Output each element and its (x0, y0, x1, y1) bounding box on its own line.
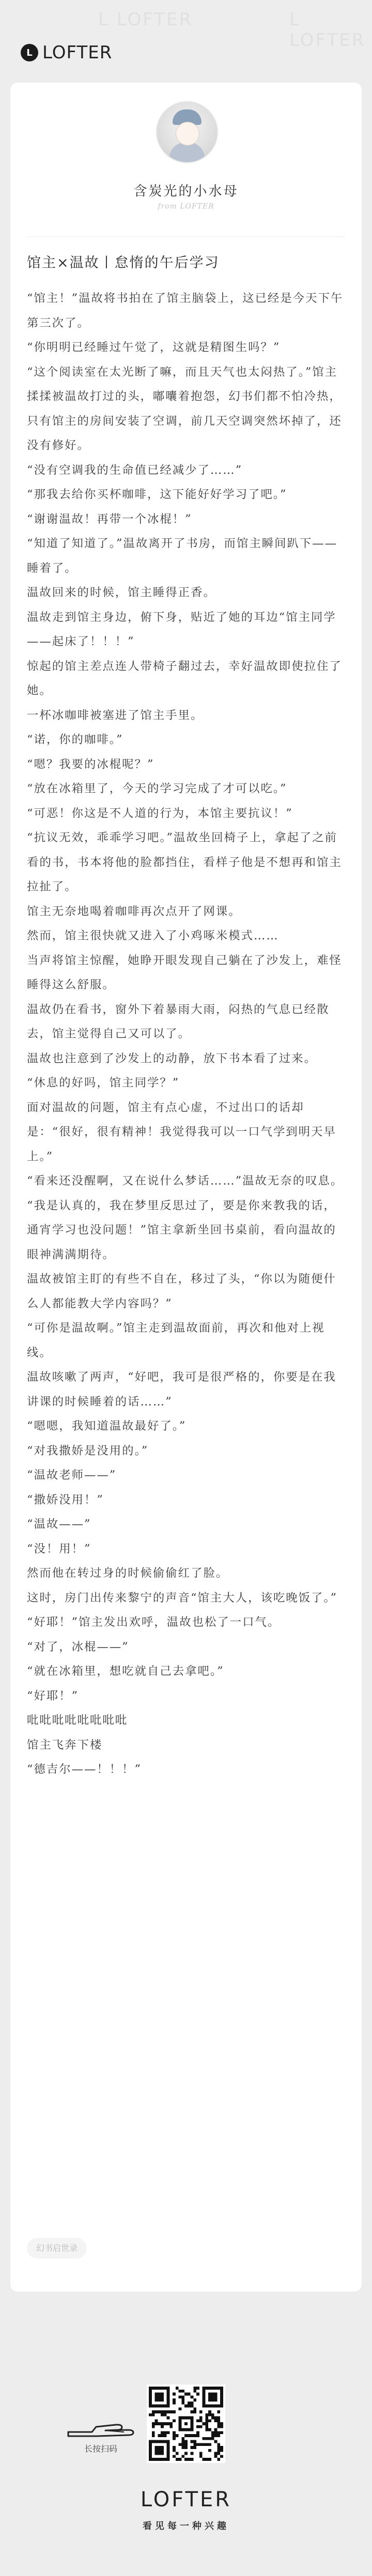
paragraph: “谢谢温故！再带一个冰棍！” (27, 512, 192, 526)
app-header (21, 42, 112, 63)
paragraph: “知道了知道了。”温故离开了书房，而馆主瞬间趴下——睡着了。 (27, 537, 338, 575)
divider (27, 236, 345, 237)
paragraph: “可你是温故啊。”馆主走到温故面前，再次和他对上视线。 (27, 1321, 325, 1359)
paragraph: “对我撒娇是没用的。” (27, 1444, 149, 1458)
post-card (10, 83, 362, 2292)
hand-pointing-icon (66, 2409, 138, 2440)
paragraph: “这个阅读室在太光断了嘛，而且天气也太闷热了。”馆主揉揉被温故打过的头，嘟囔着抱怨，幻书们都不怕冷热，只有馆主的房间安装了空调，前几天空调突然坏掉了，还没有修好。 (27, 365, 342, 452)
paragraph: 温故被馆主盯的有些不自在，移过了头，“你以为随便什么人都能教大学内容吗？” (27, 1272, 336, 1310)
post-title: 馆主×温故丨怠惰的午后学习 (27, 255, 220, 271)
paragraph: “德吉尔——！！！” (27, 1763, 142, 1776)
qr-code[interactable] (147, 2385, 225, 2463)
paragraph: 馆主飞奔下楼 (27, 1738, 103, 1752)
paragraph: 一杯冰咖啡被塞进了馆主手里。 (27, 708, 204, 722)
paragraph: “我是认真的，我在梦里反思过了，要是你来教我的话，通宵学习也没问题！”馆主拿新坐回书桌前，看向温故的眼神满满期待。 (27, 1198, 336, 1261)
paragraph: “没！用！” (27, 1542, 91, 1556)
paragraph: 温故咳嗽了两声，“好吧，我可是很严格的，你要是在我讲课的时候睡着的话……” (27, 1370, 336, 1409)
post-body (27, 286, 346, 1782)
share-footer (0, 2292, 372, 2576)
paragraph: “对了，冰棍——” (27, 1640, 129, 1654)
paragraph: “就在冰箱里，想吃就自己去拿吧。” (27, 1665, 224, 1678)
paragraph: 馆主无奈地喝着咖啡再次点开了网课。 (27, 904, 241, 918)
paragraph: “馆主！”温故将书拍在了馆主脑袋上，这已经是今天下午第三次了。 (27, 292, 344, 330)
lofter-logo-text: LOFTER (42, 42, 113, 63)
paragraph: “好耶！” (27, 1689, 79, 1703)
paragraph: “放在冰箱里了，今天的学习完成了才可以吃。” (27, 782, 287, 795)
paragraph: 然而，馆主很快就又进入了小鸡啄米模式…… (27, 929, 279, 942)
paragraph: 当声将馆主惊醒，她睁开眼发现自己躺在了沙发上，难怪睡得这么舒服。 (27, 953, 342, 991)
paragraph: 温故回来的时候，馆主睡得正香。 (27, 586, 216, 599)
paragraph: “温故——” (27, 1517, 91, 1531)
author-source: from LOFTER (158, 202, 214, 211)
avatar-body-shape (169, 142, 205, 163)
paragraph: 然而他在转过身的时候偷偷红了脸。 (27, 1566, 229, 1580)
paragraph: 吡吡吡吡吡吡吡吡 (27, 1714, 128, 1727)
avatar-face-shape (176, 122, 199, 146)
paragraph: “没有空调我的生命值已经减少了……” (27, 463, 243, 477)
watermark-logo: L LOFTER (289, 9, 366, 51)
paragraph: “嗯嗯，我知道温故最好了。” (27, 1419, 187, 1433)
paragraph: “嗯？我要的冰棍呢？” (27, 757, 154, 771)
paragraph: “可恶！你这是不人道的行为，本馆主要抗议！” (27, 806, 293, 820)
paragraph: “那我去给你买杯咖啡，这下能好好学习了吧。” (27, 488, 287, 501)
paragraph: 面对温故的问题，馆主有点心虚，不过出口的话却是：“很好，很有精神！我觉得我可以一口气学到明天早上。” (27, 1100, 336, 1163)
footer-brand: LOFTER (140, 2488, 232, 2511)
scan-label: 长按扫码 (84, 2444, 117, 2454)
paragraph: 温故也注意到了沙发上的动静，放下书本看了过来。 (27, 1051, 317, 1065)
paragraph: “你明明已经睡过午觉了，这就是精图生吗？” (27, 341, 281, 354)
paragraph: “温故老师——” (27, 1468, 117, 1482)
author-name[interactable]: 含炭光的小水母 (133, 184, 239, 199)
paragraph: “撒娇没用！” (27, 1493, 104, 1507)
paragraph: “看来还没醒啊，又在说什么梦话……”温故无奈的叹息。 (27, 1174, 344, 1188)
paragraph: “休息的好吗，馆主同学？” (27, 1076, 180, 1090)
paragraph: 这时，房门出传来黎宁的声音“馆主大人，该吃晚饭了。” (27, 1591, 338, 1605)
lofter-logo-icon: L (21, 44, 38, 61)
watermark-logo: L LOFTER (98, 9, 193, 30)
post-tag[interactable]: 幻书启世录 (27, 2238, 87, 2259)
paragraph: 惊起的馆主差点连人带椅子翻过去，幸好温故即使拉住了她。 (27, 659, 342, 697)
avatar[interactable] (156, 101, 218, 163)
paragraph: “诺，你的咖啡。” (27, 733, 123, 746)
footer-slogan: 看见每一种兴趣 (143, 2521, 229, 2532)
paragraph: 温故走到馆主身边，俯下身，贴近了她的耳边“馆主同学——起床了！！！” (27, 610, 336, 648)
paragraph: “好耶！”馆主发出欢呼，温故也松了一口气。 (27, 1615, 281, 1629)
paragraph: 温故仍在看书，窗外下着暴雨大雨，闷热的气息已经散去，馆主觉得自己又可以了。 (27, 1002, 330, 1041)
paragraph: “抗议无效，乖乖学习吧。”温故坐回椅子上，拿起了之前看的书，书本将他的脸都挡住，看样子他是不想再和馆主拉扯了。 (27, 831, 342, 893)
